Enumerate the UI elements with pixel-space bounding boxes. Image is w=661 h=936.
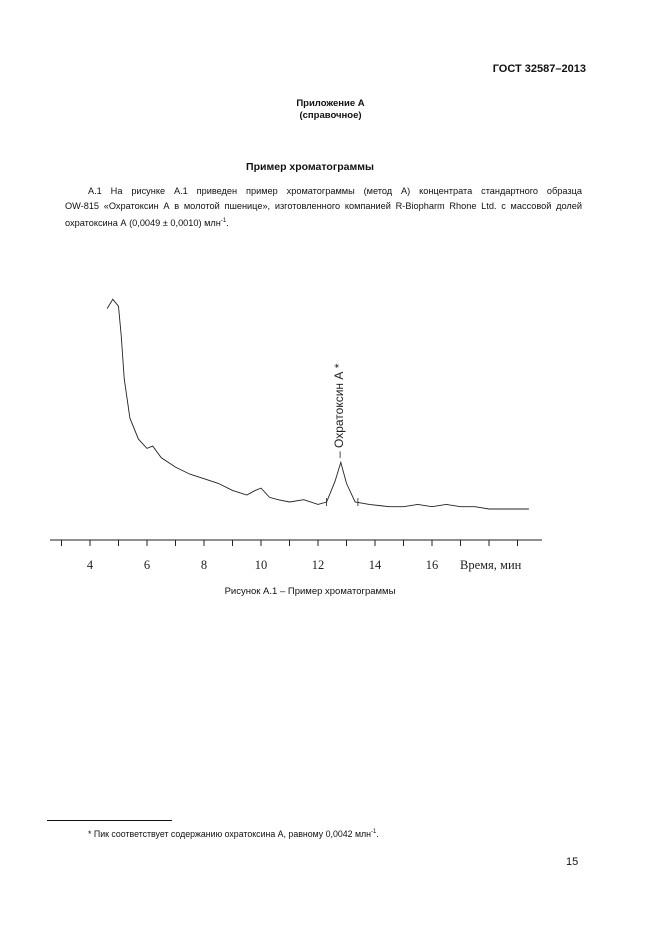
appendix-title: Приложение А (296, 98, 365, 109)
x-tick-label: 14 (368, 558, 382, 572)
x-tick-label: 12 (311, 558, 325, 572)
peak-annotation-label: – Охратоксин А * (331, 363, 346, 458)
document-code: ГОСТ 32587–2013 (492, 63, 586, 75)
chromatogram-trace (107, 299, 529, 509)
x-tick-labels (87, 558, 438, 572)
paragraph-line (65, 214, 582, 231)
x-tick-label: 8 (200, 558, 208, 572)
paragraph-text: . (226, 218, 229, 228)
x-tick-label: 4 (86, 558, 94, 572)
paragraph-a1 (65, 184, 582, 231)
x-tick-label: 6 (143, 558, 151, 572)
footnote-divider (47, 820, 172, 821)
footnote (88, 829, 379, 839)
paragraph-line: А.1 На рисунке А.1 приведен пример хроматограммы (метод А) концентрата стандартного образца (88, 186, 582, 196)
footnote-marker: * (88, 829, 92, 839)
integration-marks (327, 498, 358, 506)
x-tick-label: 16 (425, 558, 439, 572)
footnote-text: Пик соответствует содержанию охратоксина А, равному 0,0042 млн (91, 829, 372, 839)
figure-caption: Рисунок А.1 – Пример хроматограммы (224, 586, 396, 597)
x-ticks (62, 540, 518, 546)
paragraph-line: OW-815 «Охратоксин А в молотой пшенице», изготовленного компанией R-Biopharm Rhone Ltd. с массовой долей (65, 201, 582, 211)
x-axis-label: Время, мин (460, 558, 522, 572)
section-title: Пример хроматограммы (246, 161, 374, 173)
chromatogram-chart (0, 280, 661, 580)
x-tick-label: 10 (254, 558, 268, 572)
superscript: -1 (220, 218, 227, 224)
page-number: 15 (566, 856, 579, 868)
paragraph-text: охратоксина А (0,0049 ± 0,0010) млн (65, 218, 221, 228)
footnote-text-end: . (376, 829, 379, 839)
appendix-subtitle: (справочное) (299, 110, 362, 121)
superscript: -1 (371, 829, 377, 835)
